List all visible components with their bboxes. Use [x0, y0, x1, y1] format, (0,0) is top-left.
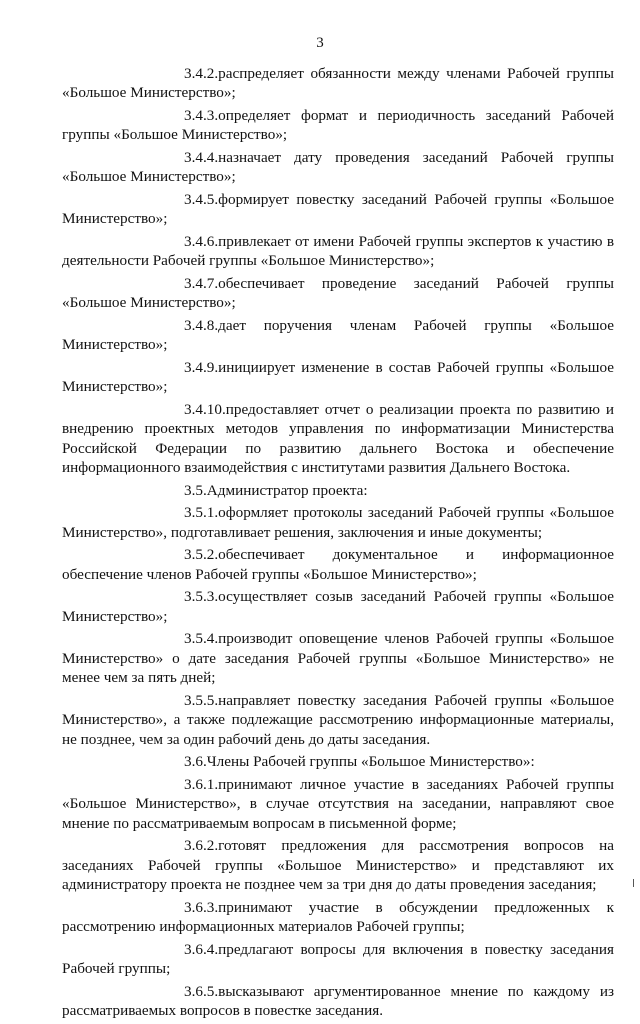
clause-number: 3.4.7.	[184, 275, 219, 292]
clause-3-4-10	[62, 400, 614, 478]
scan-edge-mark	[633, 879, 640, 887]
clause-3-4-4	[62, 148, 614, 187]
clause-text: направляет повестку заседания Рабочей группы «Большое Министерство», а также подлежащие рассмотрению информационные материалы, не позднее, чем за один рабочий день до даты заседания.	[62, 691, 614, 748]
clause-number: 3.4.3.	[184, 107, 219, 124]
clause-text: назначает дату проведения заседаний Рабочей группы «Большое Министерство»;	[62, 149, 614, 186]
clause-number: 3.5.2.	[184, 546, 219, 564]
clause-3-5-1	[62, 503, 614, 542]
clause-3-4-5	[62, 190, 614, 229]
clause-text: дает поручения членам Рабочей группы «Большое Министерство»;	[62, 317, 614, 354]
clause-text: формирует повестку заседаний Рабочей группы «Большое Министерство»;	[62, 191, 614, 228]
clause-text: производит оповещение членов Рабочей группы «Большое Министерство» о дате заседания Рабочей группы «Большое Министерство» не менее чем за пять дней;	[62, 630, 614, 687]
clause-3-6-1	[62, 775, 614, 833]
clause-number: 3.5.	[184, 481, 207, 499]
clause-number: 3.6.1.	[184, 775, 219, 793]
document-body	[62, 64, 614, 1024]
clause-text: привлекает от имени Рабочей группы экспертов к участию в деятельности Рабочей группы «Большое Министерство»;	[62, 233, 614, 270]
clause-3-4-2	[62, 64, 614, 103]
clause-3-6	[62, 752, 614, 771]
clause-3-6-2	[62, 836, 614, 894]
clause-3-5-3	[62, 587, 614, 626]
clause-number: 3.6.4.	[184, 940, 219, 958]
clause-number: 3.4.6.	[184, 233, 219, 250]
clause-3-6-4	[62, 940, 614, 979]
clause-number: 3.4.8.	[184, 317, 219, 334]
clause-number: 3.5.5.	[184, 691, 219, 709]
clause-3-5-4	[62, 629, 614, 687]
clause-text: предлагают вопросы для включения в повестку заседания Рабочей группы;	[62, 940, 614, 978]
clause-number: 3.4.4.	[184, 149, 219, 166]
clause-text: готовят предложения для рассмотрения вопросов на заседаниях Рабочей группы «Большое Министерство» и представляют их администратору проекта не позднее чем за три дня до даты проведения заседания;	[62, 837, 614, 894]
clause-3-5-2	[62, 545, 614, 584]
clause-number: 3.5.4.	[184, 630, 219, 648]
clause-text: инициирует изменение в состав Рабочей группы «Большое Министерство»;	[62, 359, 614, 396]
clause-text: высказывают аргументированное мнение по каждому из рассматриваемых вопросов в повестке заседания.	[62, 982, 614, 1020]
clause-3-6-5	[62, 982, 614, 1021]
clause-text: Члены Рабочей группы «Большое Министерство»:	[206, 753, 535, 771]
clause-number: 3.6.2.	[184, 837, 219, 855]
clause-text: принимают личное участие в заседаниях Рабочей группы «Большое Министерство», в случае отсутствия на заседании, направляют свое мнение по рассматриваемым вопросам в письменной форме;	[62, 775, 614, 832]
clause-number: 3.4.10.	[184, 401, 226, 418]
clause-text: оформляет протоколы заседаний Рабочей группы «Большое Министерство», подготавливает решения, заключения и иные документы;	[62, 504, 614, 541]
clause-text: Администратор проекта:	[206, 481, 368, 499]
clause-3-5	[62, 481, 614, 500]
clause-3-6-3	[62, 898, 614, 937]
clause-text: предоставляет отчет о реализации проекта по развитию и внедрению проектных методов управления по информатизации Министерства Российской Федерации по развитию дальнего Востока и обеспечение информационного взаимодействия с институтами развития Дальнего Востока.	[62, 401, 614, 477]
clause-text: осуществляет созыв заседаний Рабочей группы «Большое Министерство»;	[62, 588, 614, 625]
clause-3-4-7	[62, 274, 614, 313]
clause-number: 3.4.9.	[184, 359, 219, 376]
clause-number: 3.6.	[184, 753, 207, 771]
clause-number: 3.5.3.	[184, 588, 219, 606]
clause-number: 3.5.1.	[184, 504, 219, 522]
clause-number: 3.6.5.	[184, 982, 219, 1000]
clause-3-4-6	[62, 232, 614, 271]
clause-number: 3.4.2.	[184, 65, 219, 82]
clause-number: 3.4.5.	[184, 191, 219, 208]
clause-text: определяет формат и периодичность заседаний Рабочей группы «Большое Министерство»;	[62, 107, 614, 144]
clause-text: обеспечивает проведение заседаний Рабочей группы «Большое Министерство»;	[62, 275, 614, 312]
clause-3-4-3	[62, 106, 614, 145]
clause-3-4-8	[62, 316, 614, 355]
clause-3-5-5	[62, 691, 614, 749]
page-number: 3	[316, 35, 324, 51]
clause-text: обеспечивает документальное и информационное обеспечение членов Рабочей группы «Большое Министерство»;	[62, 546, 614, 583]
clause-text: распределяет обязанности между членами Рабочей группы «Большое Министерство»;	[62, 65, 614, 102]
clause-text: принимают участие в обсуждении предложенных к рассмотрению информационных материалов Рабочей группы;	[62, 898, 614, 936]
clause-3-4-9	[62, 358, 614, 397]
clause-number: 3.6.3.	[184, 898, 219, 916]
